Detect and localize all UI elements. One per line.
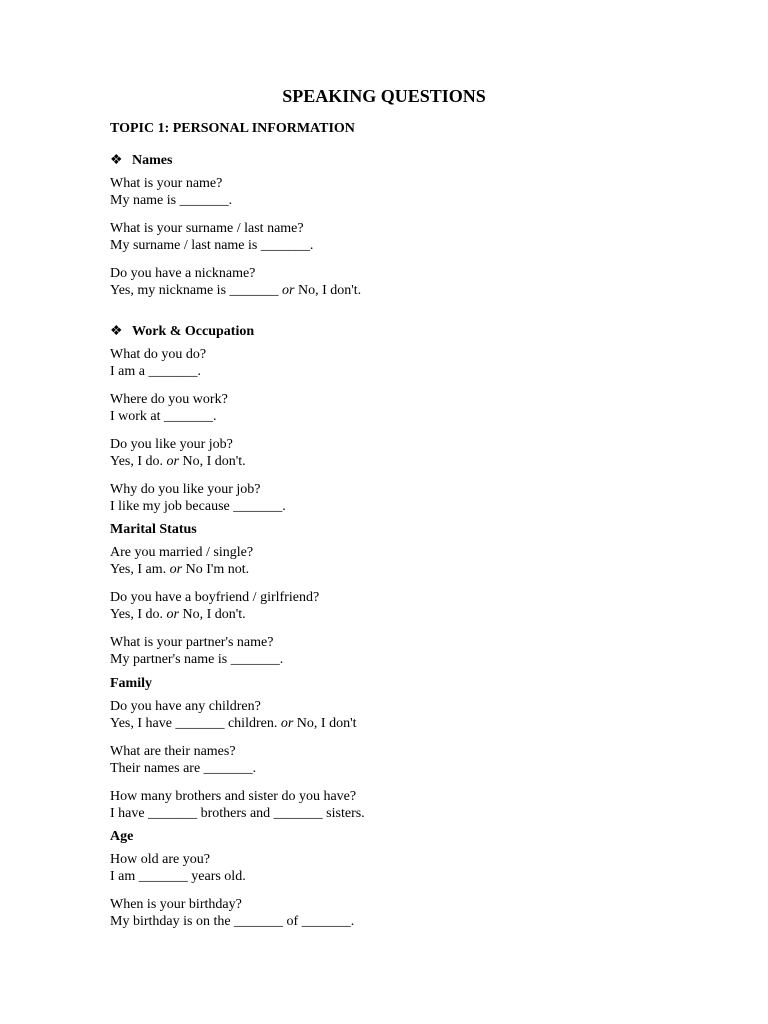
answer-main: I am _______ years old. [110, 869, 246, 884]
question-text: What is your surname / last name? [110, 221, 304, 236]
answer-main: Yes, I am. [110, 562, 170, 577]
question-text: Where do you work? [110, 392, 228, 407]
section-heading [110, 323, 710, 340]
answer-text [110, 561, 710, 578]
section-heading [110, 828, 710, 845]
question-text: Are you married / single? [110, 545, 254, 560]
answer-main: My partner's name is _______. [110, 652, 284, 667]
section-heading-text: Age [110, 829, 134, 844]
answer-main: My surname / last name is _______. [110, 238, 314, 253]
answer-text [110, 237, 710, 254]
question-answer-pair [110, 698, 710, 732]
answer-text [110, 651, 710, 668]
answer-main: Yes, I do. [110, 454, 167, 469]
section-work-occupation [110, 323, 710, 515]
question-text: What do you do? [110, 347, 207, 362]
question-text: What is your name? [110, 176, 223, 191]
answer-text [110, 408, 710, 425]
or-connector: or [282, 283, 295, 298]
answer-text [110, 715, 710, 732]
or-connector: or [280, 716, 294, 731]
answer-text [110, 760, 710, 777]
topic-heading: TOPIC 1: PERSONAL INFORMATION [110, 121, 355, 136]
answer-main: Their names are _______. [110, 761, 257, 776]
answer-text [110, 868, 710, 885]
question-answer-pair [110, 220, 710, 254]
section-heading [110, 675, 710, 692]
question-sections [110, 152, 710, 930]
question-answer-pair [110, 436, 710, 470]
question-answer-pair [110, 851, 710, 885]
answer-text [110, 192, 710, 209]
page-title: SPEAKING QUESTIONS [282, 86, 486, 106]
question-answer-pair [110, 896, 710, 930]
answer-alternative: No I'm not. [182, 562, 250, 577]
question-answer-pair [110, 391, 710, 425]
question-answer-pair [110, 589, 710, 623]
question-answer-pair [110, 634, 710, 668]
answer-main: I like my job because _______. [110, 499, 286, 514]
answer-alternative: No, I don't. [294, 283, 362, 298]
question-text: What is your partner's name? [110, 635, 274, 650]
question-text: Do you like your job? [110, 437, 233, 452]
section-heading-text: Family [110, 676, 152, 691]
section-heading-text: Marital Status [110, 522, 197, 537]
answer-text [110, 453, 710, 470]
answer-main: I have _______ brothers and _______ sisters. [110, 806, 365, 821]
section-heading-text: Work & Occupation [132, 324, 255, 339]
answer-text [110, 913, 710, 930]
question-answer-pair [110, 743, 710, 777]
section-family [110, 675, 710, 822]
question-answer-pair [110, 788, 710, 822]
answer-main: Yes, I do. [110, 607, 167, 622]
section-heading [110, 152, 710, 169]
section-names [110, 152, 710, 299]
question-answer-pair [110, 175, 710, 209]
question-text: Do you have a nickname? [110, 266, 256, 281]
question-answer-pair [110, 544, 710, 578]
question-text: What are their names? [110, 744, 236, 759]
section-marital-status [110, 521, 710, 668]
question-answer-pair [110, 265, 710, 299]
answer-main: My birthday is on the _______ of _______. [110, 914, 355, 929]
answer-main: I am a _______. [110, 364, 201, 379]
answer-text [110, 805, 710, 822]
answer-alternative: No, I don't [293, 716, 357, 731]
answer-main: I work at _______. [110, 409, 217, 424]
question-text: Do you have a boyfriend / girlfriend? [110, 590, 320, 605]
section-heading-text: Names [132, 153, 173, 168]
section-heading [110, 521, 710, 538]
answer-main: Yes, I have _______ children. [110, 716, 281, 731]
question-text: Do you have any children? [110, 699, 261, 714]
question-text: Why do you like your job? [110, 482, 261, 497]
question-text: How many brothers and sister do you have? [110, 789, 357, 804]
answer-alternative: No, I don't. [179, 454, 246, 469]
diamond-bullet-icon: ❖ [110, 324, 123, 339]
question-text: How old are you? [110, 852, 210, 867]
answer-text [110, 363, 710, 380]
answer-alternative: No, I don't. [179, 607, 246, 622]
or-connector: or [166, 454, 179, 469]
answer-text [110, 498, 710, 515]
answer-text [110, 606, 710, 623]
answer-main: My name is _______. [110, 193, 233, 208]
or-connector: or [169, 562, 183, 577]
answer-main: Yes, my nickname is _______ [110, 283, 283, 298]
question-answer-pair [110, 481, 710, 515]
question-text: When is your birthday? [110, 897, 242, 912]
question-answer-pair [110, 346, 710, 380]
answer-text [110, 282, 710, 299]
or-connector: or [166, 607, 179, 622]
section-age [110, 828, 710, 930]
diamond-bullet-icon: ❖ [110, 153, 123, 168]
